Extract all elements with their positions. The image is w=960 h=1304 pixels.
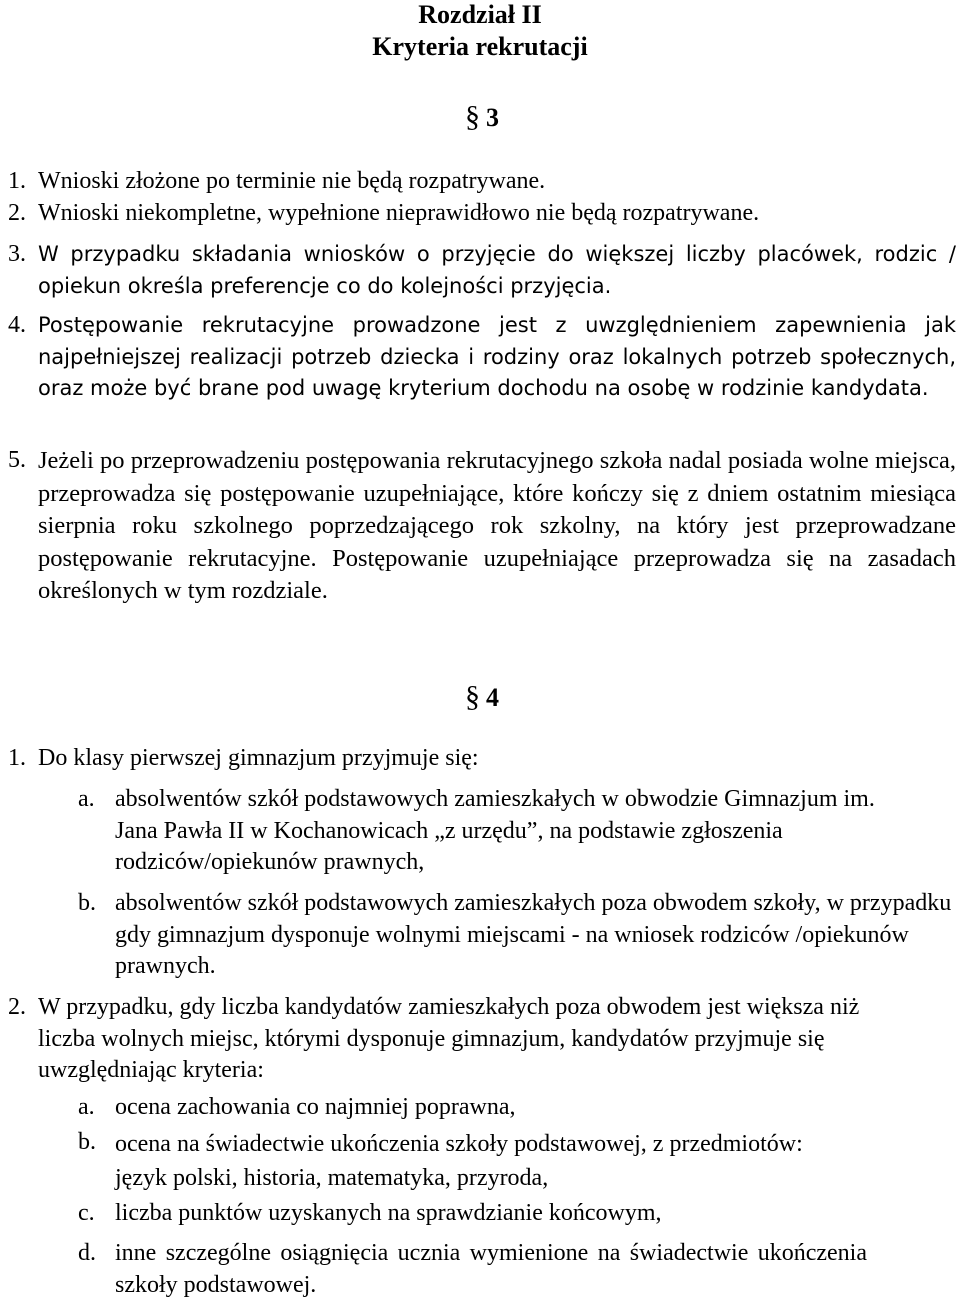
item-number: 4. <box>8 312 26 338</box>
item-text: Wnioski złożone po terminie nie będą rozpatrywane. <box>38 168 546 194</box>
item-text: W przypadku składania wniosków o przyjęcie do większej liczby placówek, rodzic / opiekun określa preferencje co do kolejności przyjęcia. <box>38 242 956 298</box>
sub-item-text: inne szczególne osiągnięcia ucznia wymienione na świadectwie ukończenia szkoły podstawowej. <box>115 1240 867 1298</box>
sub-item <box>78 784 878 879</box>
sub-item <box>78 1127 878 1195</box>
sub-item-letter: a. <box>78 1094 95 1120</box>
sub-item-letter: b. <box>78 1129 96 1155</box>
sub-item <box>78 1198 878 1230</box>
chapter-title: Rozdział II <box>418 0 542 29</box>
sub-item-letter: c. <box>78 1200 95 1226</box>
sub-item-text: ocena na świadectwie ukończenia szkoły podstawowej, z przedmiotów: język polski, historia, matematyka, przyroda, <box>115 1131 803 1191</box>
list-item <box>8 310 956 405</box>
list-item <box>8 992 908 1087</box>
item-number: 1. <box>8 168 26 194</box>
list-item <box>8 198 948 230</box>
sub-item-text: absolwentów szkół podstawowych zamieszkałych poza obwodem szkoły, w przypadku gdy gimnazjum dysponuje wolnymi miejscami - na wniosek rodziców /opiekunów prawnych. <box>115 890 952 979</box>
item-text: Wnioski niekompletne, wypełnione nieprawidłowo nie będą rozpatrywane. <box>38 200 760 226</box>
sub-item-text: ocena zachowania co najmniej poprawna, <box>115 1094 516 1120</box>
item-text: Postępowanie rekrutacyjne prowadzone jest z uwzględnieniem zapewnienia jak najpełniejszej realizacji potrzeb dziecka i rodziny oraz lokalnych potrzeb społecznych, oraz może być brane pod uwagę kryterium dochodu na osobę w rodzinie kandydata. <box>38 313 956 400</box>
item-text: Do klasy pierwszej gimnazjum przyjmuje się: <box>38 745 479 771</box>
item-number: 2. <box>8 994 26 1020</box>
list-item <box>8 239 956 302</box>
item-text: W przypadku, gdy liczba kandydatów zamieszkałych poza obwodem jest większa niż liczba wolnych miejsc, którymi dysponuje gimnazjum, kandydatów przyjmuje się uwzględniając kryteria: <box>38 994 860 1083</box>
section-sign: § <box>465 680 480 713</box>
section-3-heading <box>465 100 499 134</box>
sub-item <box>78 1238 878 1301</box>
sub-item-text: absolwentów szkół podstawowych zamieszkałych w obwodzie Gimnazjum im. Jana Pawła II w Kochanowicach „z urzędu”, na podstawie zgłoszenia rodziców/opiekunów prawnych, <box>115 786 875 875</box>
sub-item-letter: d. <box>78 1240 96 1266</box>
sub-item <box>78 888 960 983</box>
item-number: 1. <box>8 745 26 771</box>
section-sign: § <box>465 100 480 133</box>
list-item <box>8 743 908 775</box>
list-item <box>8 166 948 198</box>
item-number: 3. <box>8 241 26 267</box>
item-number: 2. <box>8 200 26 226</box>
chapter-subtitle: Kryteria rekrutacji <box>372 32 588 61</box>
sub-item-letter: a. <box>78 786 95 812</box>
item-text: Jeżeli po przeprowadzeniu postępowania rekrutacyjnego szkoła nadal posiada wolne miejsca, przeprowadza się postępowanie uzupełniające, które kończy się z dniem ostatnim miesiąca sierpnia roku szkolnego poprzedzającego rok szkolny, na który jest przeprowadzane postępowanie rekrutacyjne. Postępowanie uzupełniające przeprowadza się na zasadach określonych w tym rozdziale. <box>38 447 956 604</box>
sub-item-text: liczba punktów uzyskanych na sprawdzianie końcowym, <box>115 1200 662 1226</box>
section-number: 4 <box>486 683 499 712</box>
item-number: 5. <box>8 447 26 473</box>
sub-item-letter: b. <box>78 890 96 916</box>
list-item <box>8 445 956 608</box>
sub-item <box>78 1092 878 1124</box>
section-4-heading <box>465 680 499 714</box>
section-number: 3 <box>486 103 499 132</box>
